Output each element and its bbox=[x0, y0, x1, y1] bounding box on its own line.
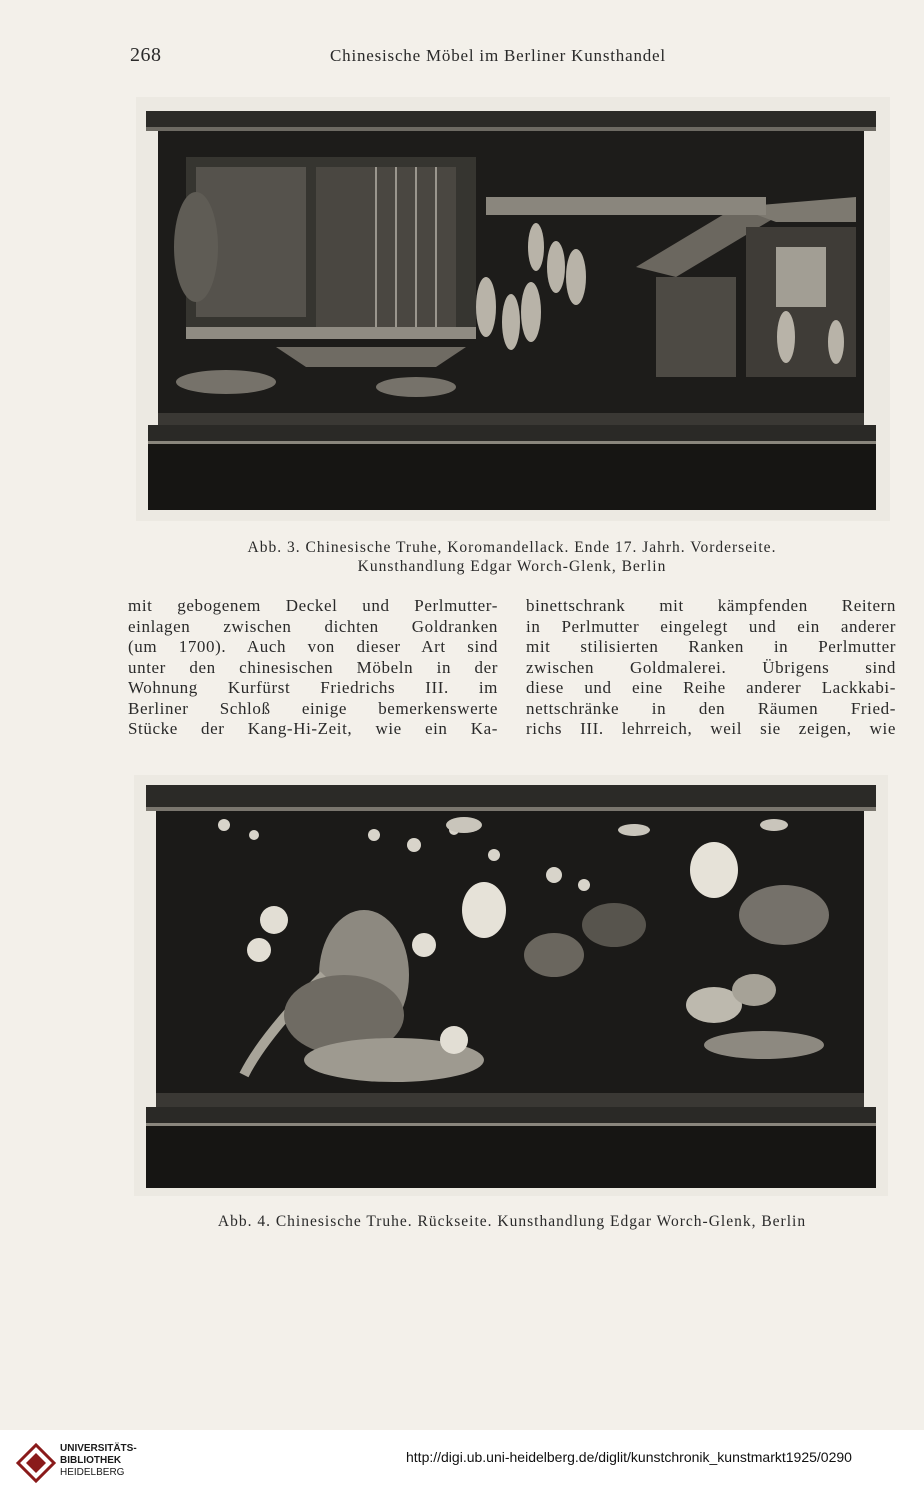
text-line: zwischen Goldmalerei. Übrigens sind bbox=[526, 657, 896, 677]
university-library-logo-icon bbox=[14, 1441, 58, 1485]
figure-3-caption-line-2: Kunsthandlung Edgar Worch-Glenk, Berlin bbox=[357, 558, 667, 575]
body-text-left-column bbox=[128, 596, 498, 740]
text-line: nettschränke in den Räumen Fried- bbox=[526, 698, 896, 718]
library-name-line-3: HEIDELBERG bbox=[60, 1467, 125, 1478]
text-line: (um 1700). Auch von dieser Art sind bbox=[128, 637, 498, 656]
text-line: mit stilisierten Ranken in Perlmutter bbox=[526, 637, 896, 656]
figure-3-chest-front-photo bbox=[136, 97, 890, 521]
text-line: richs III. lehrreich, weil sie zeigen, wie bbox=[526, 719, 896, 738]
text-line: unter den chinesischen Möbeln in der bbox=[128, 657, 498, 677]
body-text-right-column bbox=[526, 596, 896, 740]
text-line: einlagen zwischen dichten Goldranken bbox=[128, 616, 498, 636]
text-line: in Perlmutter eingelegt und ein anderer bbox=[526, 616, 896, 636]
text-line: Berliner Schloß einige bemerkenswerte bbox=[128, 698, 498, 718]
text-line: Wohnung Kurfürst Friedrichs III. im bbox=[128, 678, 498, 697]
page-number: 268 bbox=[130, 44, 162, 66]
figure-3-caption-line-1: Abb. 3. Chinesische Truhe, Koromandellack. Ende 17. Jahrh. Vorderseite. bbox=[247, 539, 777, 556]
library-name bbox=[60, 1443, 137, 1479]
figure-4-chest-back-photo bbox=[134, 775, 888, 1196]
library-name-line-1: UNIVERSITÄTS- bbox=[60, 1443, 137, 1454]
text-line: binettschrank mit kämpfenden Reitern bbox=[526, 596, 896, 615]
text-line: mit gebogenem Deckel und Perlmutter- bbox=[128, 596, 498, 615]
running-title: Chinesische Möbel im Berliner Kunsthandel bbox=[330, 46, 666, 65]
library-name-line-2: BIBLIOTHEK bbox=[60, 1455, 122, 1466]
figure-4-caption: Abb. 4. Chinesische Truhe. Rückseite. Kunsthandlung Edgar Worch-Glenk, Berlin bbox=[217, 1213, 807, 1230]
figure-3-caption bbox=[130, 538, 894, 576]
text-line: Stücke der Kang-Hi-Zeit, wie ein Ka- bbox=[128, 719, 498, 738]
text-line: diese und eine Reihe anderer Lackkabi- bbox=[526, 678, 896, 697]
source-url-link[interactable]: http://digi.ub.uni-heidelberg.de/diglit/kunstchronik_kunstmarkt1925/0290 bbox=[406, 1449, 852, 1465]
